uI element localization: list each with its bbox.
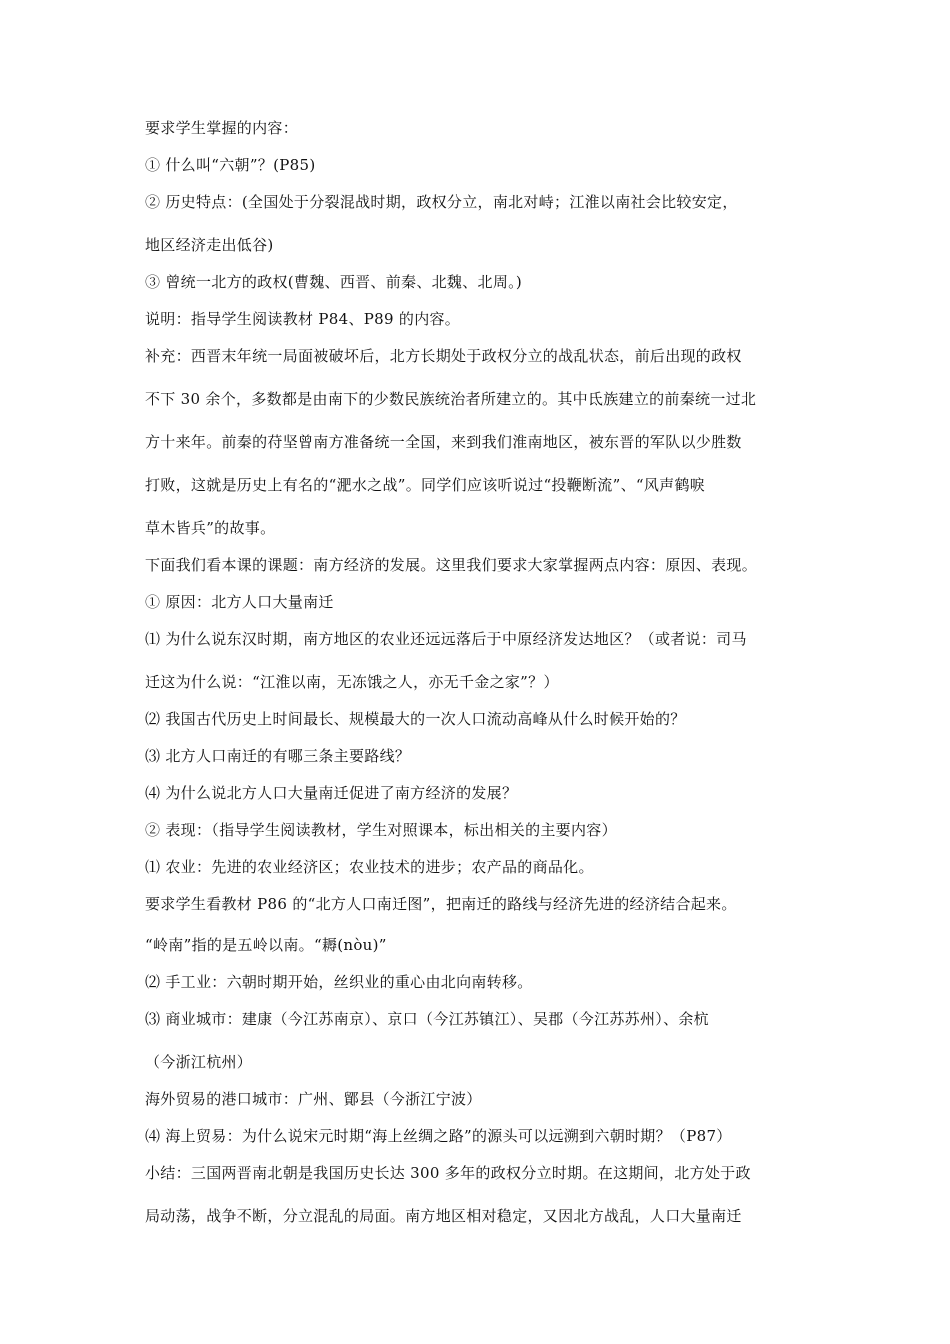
- text-line: 地区经济走出低谷): [145, 236, 274, 254]
- text-line: ⑴ 为什么说东汉时期，南方地区的农业还远远落后于中原经济发达地区？（或者说：司马: [145, 630, 747, 648]
- text-line: ⑵ 我国古代历史上时间最长、规模最大的一次人口流动高峰从什么时候开始的？: [145, 710, 686, 728]
- text-line: 局动荡，战争不断，分立混乱的局面。南方地区相对稳定，又因北方战乱，人口大量南迁: [145, 1207, 742, 1225]
- text-line: ③ 曾统一北方的政权(曹魏、西晋、前秦、北魏、北周。): [145, 273, 523, 291]
- text-line: 打败，这就是历史上有名的“淝水之战”。同学们应该听说过“投鞭断流”、“风声鹤唳: [145, 476, 706, 494]
- text-line: 下面我们看本课的课题：南方经济的发展。这里我们要求大家掌握两点内容：原因、表现。: [145, 556, 758, 574]
- text-line: ⑶ 商业城市：建康（今江苏南京）、京口（今江苏镇江）、吴郡（今江苏苏州）、余杭: [145, 1010, 709, 1028]
- document-body: [145, 118, 810, 1226]
- text-line: 小结：三国两晋南北朝是我国历史长达 300 多年的政权分立时期。在这期间，北方处于政: [145, 1164, 751, 1182]
- text-line: “岭南”指的是五岭以南。“耨(nòu)”: [145, 936, 387, 954]
- text-line: ② 历史特点：(全国处于分裂混战时期，政权分立，南北对峙；江淮以南社会比较安定，: [145, 193, 738, 211]
- text-line: 要求学生看教材 P86 的“北方人口南迁图”，把南迁的路线与经济先进的经济结合起来。: [145, 895, 737, 913]
- text-line: 方十来年。前秦的苻坚曾南方准备统一全国，来到我们淮南地区，被东晋的军队以少胜数: [145, 433, 742, 451]
- text-line: 补充：西晋末年统一局面被破坏后，北方长期处于政权分立的战乱状态，前后出现的政权: [145, 347, 742, 365]
- text-line: 不下 30 余个，多数都是由南下的少数民族统治者所建立的。其中氐族建立的前秦统一过北: [145, 390, 757, 408]
- text-line: ① 什么叫“六朝”？(P85): [145, 156, 316, 174]
- text-line: ⑴ 农业：先进的农业经济区；农业技术的进步；农产品的商品化。: [145, 858, 594, 876]
- text-line: 说明：指导学生阅读教材 P84、P89 的内容。: [145, 310, 461, 328]
- text-line: ② 表现：（指导学生阅读教材，学生对照课本，标出相关的主要内容）: [145, 821, 617, 839]
- text-line: ⑷ 海上贸易：为什么说宋元时期“海上丝绸之路”的源头可以远溯到六朝时期？（P87）: [145, 1127, 732, 1145]
- text-line: 草木皆兵”的故事。: [145, 519, 276, 537]
- text-line: ① 原因：北方人口大量南迁: [145, 593, 334, 611]
- text-line: ⑶ 北方人口南迁的有哪三条主要路线？: [145, 747, 411, 765]
- text-line: 要求学生掌握的内容：: [145, 119, 299, 137]
- text-line: （今浙江杭州）: [145, 1053, 253, 1071]
- text-line: ⑵ 手工业：六朝时期开始，丝织业的重心由北向南转移。: [145, 973, 533, 991]
- text-line: 海外贸易的港口城市：广州、鄮县（今浙江宁波）: [145, 1090, 482, 1108]
- text-line: 迁这为什么说：“江淮以南，无冻饿之人，亦无千金之家”？）: [145, 673, 559, 691]
- text-line: ⑷ 为什么说北方人口大量南迁促进了南方经济的发展？: [145, 784, 518, 802]
